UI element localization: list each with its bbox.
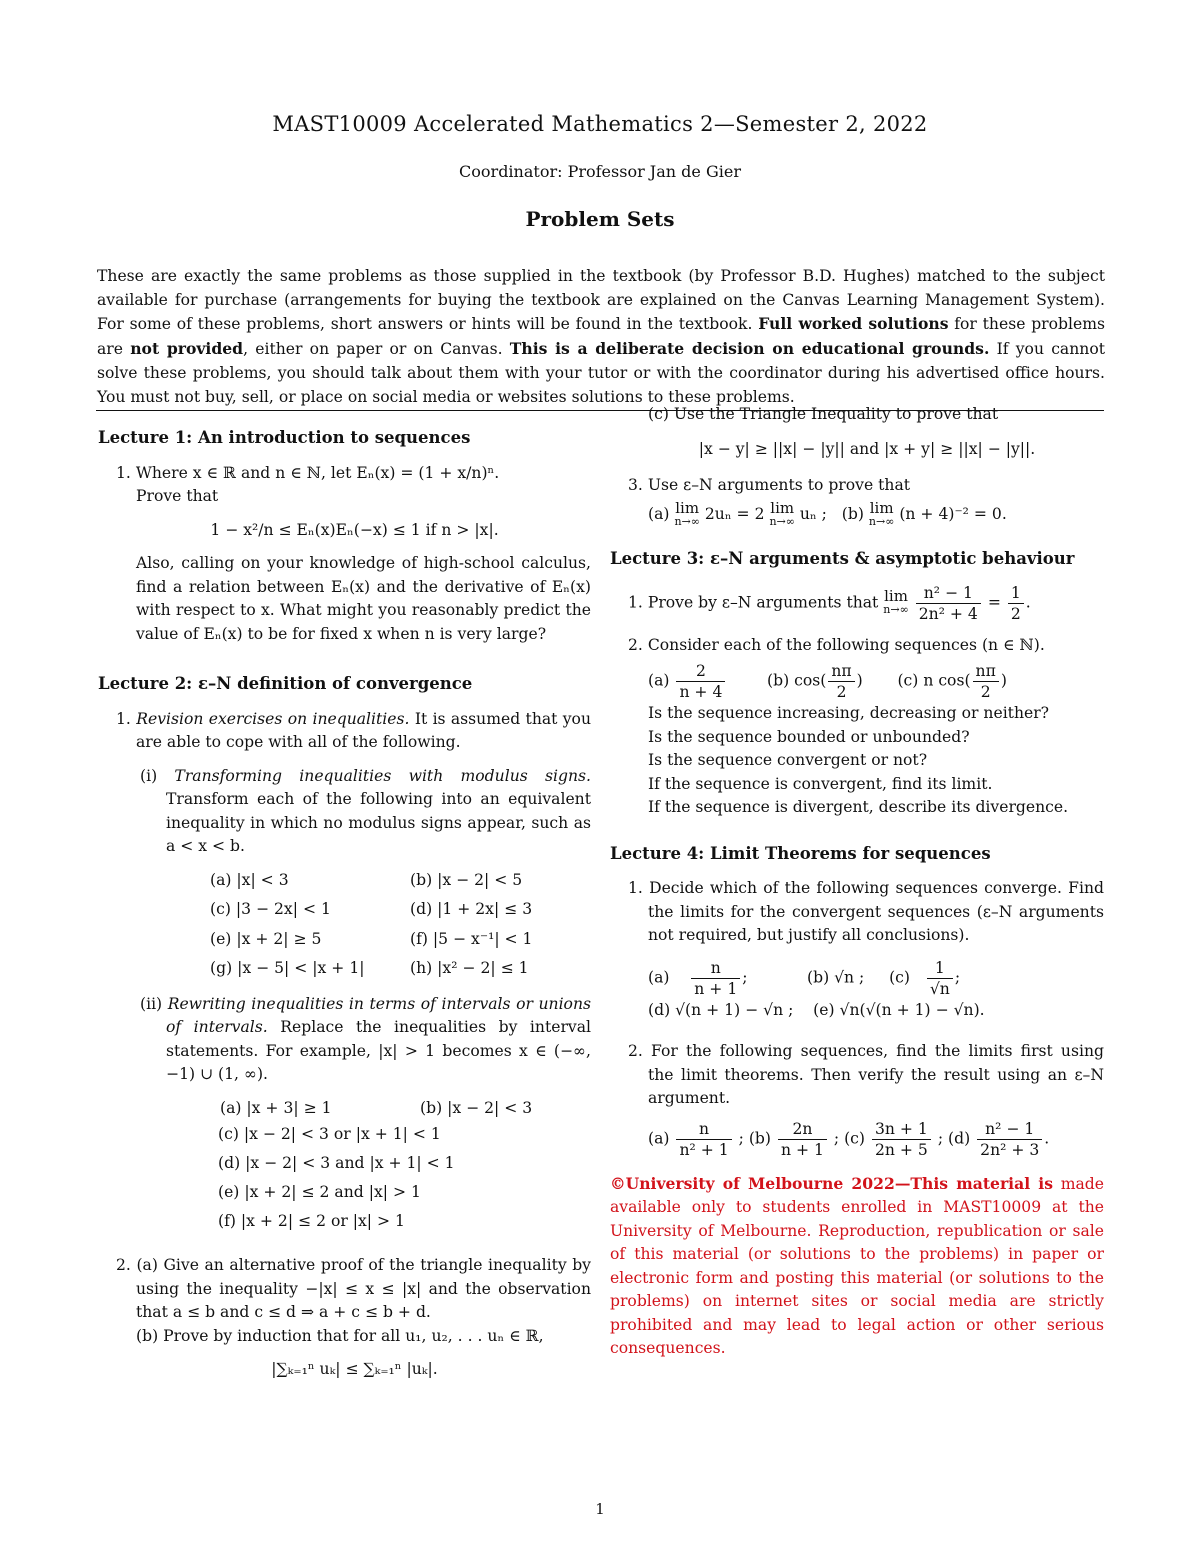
fraction: $\frac{n\pi}{2}$ [973, 661, 999, 702]
fraction: $\frac{1}{2}$ [1008, 583, 1024, 624]
lecture-4-q1-row1: (a) $\frac{n}{n + 1}$ ; (b) √n ; (c) $\frac{1}{√n}$ ; [648, 958, 961, 998]
lecture-4-q1: 1. Decide which of the following sequences converge. Find the limits for the convergent sequences (ε–N arguments not required, but justify all conclusions). [628, 879, 1104, 944]
fraction: $\frac{3n + 1}{2n + 5}$ [872, 1119, 931, 1160]
lecture-4-q1-row2: (d) √(n + 1) − √n ; (e) √n(√(n + 1) − √n). [648, 1000, 985, 1019]
lecture-3-q2: 2. Consider each of the following sequences (n ∈ ℕ). [628, 635, 1045, 654]
lecture-2-part-ii: (ii) Rewriting inequalities in terms of intervals or unions of intervals. Replace the inequalities by interval statements. For example, |x| > 1 becomes x ∈ (−∞, −1) ∪ (1, ∞). [140, 994, 591, 1083]
inequality-item: (g) |x − 5| < |x + 1| [210, 959, 365, 977]
fraction: $\frac{1}{√n}$ [927, 958, 953, 999]
interval-item: (f) |x + 2| ≤ 2 or |x| > 1 [218, 1212, 405, 1230]
inequality-item: (e) |x + 2| ≥ 5 [210, 929, 322, 948]
page-number: 1 [595, 1500, 605, 1518]
lecture-2-heading: Lecture 2: ε–N definition of convergence [98, 674, 473, 693]
problem-sets-heading: Problem Sets [525, 207, 675, 231]
interval-item: (b) |x − 2| < 3 [420, 1098, 533, 1117]
inequality-item: (a) |x| < 3 [210, 870, 289, 889]
lecture-4-q2-parts: (a) $\frac{n}{\text{n² + 1}}$ ; (b) $\frac{2n}{n + 1}$ ; (c) $\frac{3n + 1}{2n + 5}$ ; (d) $\frac{\text{n² − 1}}{\text{2n² + 3}}$ . [648, 1119, 1050, 1159]
lecture-4-heading: Lecture 4: Limit Theorems for sequences [610, 843, 991, 863]
lecture-2-q3-parts: (a) lim n→∞ 2uₙ = 2 lim n→∞ uₙ ; (b) lim n→∞ (n + 4)⁻² = 0. [648, 499, 1007, 528]
limit-symbol: lim n→∞ [769, 499, 795, 528]
inequality-item: (b) |x − 2| < 5 [410, 870, 523, 889]
copyright-notice: ©University of Melbourne 2022—This material is made available only to students enrolled in MAST10009 at the University of Melbourne. Reproduction, republication or sale of this material (or solutions to the problems) in paper or electronic form and posting this material (or solutions to the problems) on internet sites or social media are strictly prohibited and may lead to legal action or other serious consequences. [610, 1173, 1104, 1357]
lecture-3-q1: 1. Prove by ε–N arguments that lim n→∞ $\frac{\text{n² − 1}}{\text{2n² + 4}}$ = $\frac{1}{2}$ . [628, 583, 1031, 623]
fraction: $\frac{n}{\text{n² + 1}}$ [676, 1119, 731, 1160]
fraction: $\frac{2n}{n + 1}$ [778, 1119, 827, 1160]
question-line: Is the sequence convergent or not? [648, 751, 928, 769]
lecture-3-q2-sequences: (a) $\frac{2}{n + 4}$ (b) cos( $\frac{n\pi}{2}$ ) (c) n cos( $\frac{n\pi}{2}$ ) [648, 662, 1007, 701]
limit-symbol: lim n→∞ [883, 587, 909, 616]
interval-item: (e) |x + 2| ≤ 2 and |x| > 1 [218, 1183, 421, 1201]
inequality-item: (h) |x² − 2| ≤ 1 [410, 959, 529, 977]
interval-item: (a) |x + 3| ≥ 1 [220, 1098, 332, 1117]
fraction: $\frac{\text{n² − 1}}{\text{2n² + 4}}$ [916, 583, 981, 624]
inequality-item: (c) |3 − 2x| < 1 [210, 900, 331, 918]
right-column [610, 404, 1104, 1361]
fraction: $\frac{n}{n + 1}$ [691, 958, 740, 999]
lecture-2-q2b-math: |∑ₖ₌₁ⁿ uₖ| ≤ ∑ₖ₌₁ⁿ |uₖ|. [271, 1360, 438, 1378]
left-column [98, 426, 591, 1392]
lecture-1-q1: 1. Where x ∈ ℝ and n ∈ ℕ, let Eₙ(x) = (1 + x/n)ⁿ. Prove that [116, 463, 500, 505]
lecture-2-q1: 1. Revision exercises on inequalities. It is assumed that you are able to cope with all of the following. [116, 709, 591, 751]
modulus-inequalities-grid [210, 869, 591, 981]
lecture-1-q1-math: 1 − x²/n ≤ Eₙ(x)Eₙ(−x) ≤ 1 if n > |x|. [210, 520, 499, 539]
lecture-3-heading: Lecture 3: ε–N arguments & asymptotic behaviour [610, 549, 1075, 568]
question-line: Is the sequence bounded or unbounded? [648, 727, 970, 746]
fraction: $\frac{2}{n + 4}$ [676, 661, 725, 702]
coordinator-line: Coordinator: Professor Jan de Gier [459, 162, 741, 181]
inequality-item: (f) |5 − x⁻¹| < 1 [410, 929, 533, 948]
interval-grid-ab [220, 1097, 591, 1121]
lecture-3-questions [610, 702, 1104, 820]
intro-paragraph: These are exactly the same problems as those supplied in the textbook (by Professor B.D. Hughes) matched to the subject available for purchase (arrangements for buying the textbook are explained on the Canvas Learning Management System). For some of these problems, short answers or hints will be found in the textbook. Full worked solutions for these problems are not provided, either on paper or on Canvas. This is a deliberate decision on educational grounds. If you cannot solve these problems, you should talk about them with your tutor or with the coordinator during his advertised office hours. You must not buy, sell, or place on social media or websites solutions to these problems. [97, 267, 1106, 407]
lecture-1-heading: Lecture 1: An introduction to sequences [98, 428, 471, 447]
limit-symbol: lim n→∞ [868, 499, 895, 528]
question-line: If the sequence is divergent, describe its divergence. [648, 798, 1069, 816]
interval-list [218, 1120, 591, 1236]
lecture-2-q2a: 2. (a) Give an alternative proof of the triangle inequality by using the inequality −|x| ≤ x ≤ |x| and the observation that a ≤ b and c ≤ d ⇒ a + c ≤ b + d. [116, 1256, 591, 1321]
inequality-item: (d) |1 + 2x| ≤ 3 [410, 900, 533, 918]
lecture-2-q2c-math: |x − y| ≥ ||x| − |y|| and |x + y| ≥ ||x| − |y||. [698, 440, 1036, 458]
interval-item: (d) |x − 2| < 3 and |x + 1| < 1 [218, 1154, 455, 1172]
document-title: MAST10009 Accelerated Mathematics 2—Semester 2, 2022 [272, 112, 928, 136]
question-line: If the sequence is convergent, find its limit. [648, 774, 993, 793]
question-line: Is the sequence increasing, decreasing or neither? [648, 704, 1050, 722]
limit-symbol: lim n→∞ [674, 499, 700, 528]
lecture-4-q2: 2. For the following sequences, find the limits first using the limit theorems. Then verify the result using an ε–N argument. [628, 1042, 1104, 1107]
lecture-2-part-i: (i) Transforming inequalities with modulus signs. Transform each of the following into an equivalent inequality in which no modulus signs appear, such as a < x < b. [140, 766, 591, 855]
fraction: $\frac{\text{n² − 1}}{\text{2n² + 3}}$ [977, 1119, 1042, 1160]
lecture-1-q1-followup: Also, calling on your knowledge of high-school calculus, find a relation between Eₙ(x) and the derivative of Eₙ(x) with respect to x. What might you reasonably predict the value of Eₙ(x) to be for fixed x when n is very large? [136, 554, 591, 643]
fraction: $\frac{n\pi}{2}$ [828, 661, 854, 702]
lecture-2-q3: 3. Use ε–N arguments to prove that [628, 475, 911, 494]
lecture-2-q2c-text: (c) Use the Triangle Inequality to prove that [648, 404, 999, 423]
lecture-2-q2b: (b) Prove by induction that for all u₁, u₂, . . . uₙ ∈ ℝ, [136, 1326, 544, 1345]
interval-item: (c) |x − 2| < 3 or |x + 1| < 1 [218, 1125, 441, 1143]
